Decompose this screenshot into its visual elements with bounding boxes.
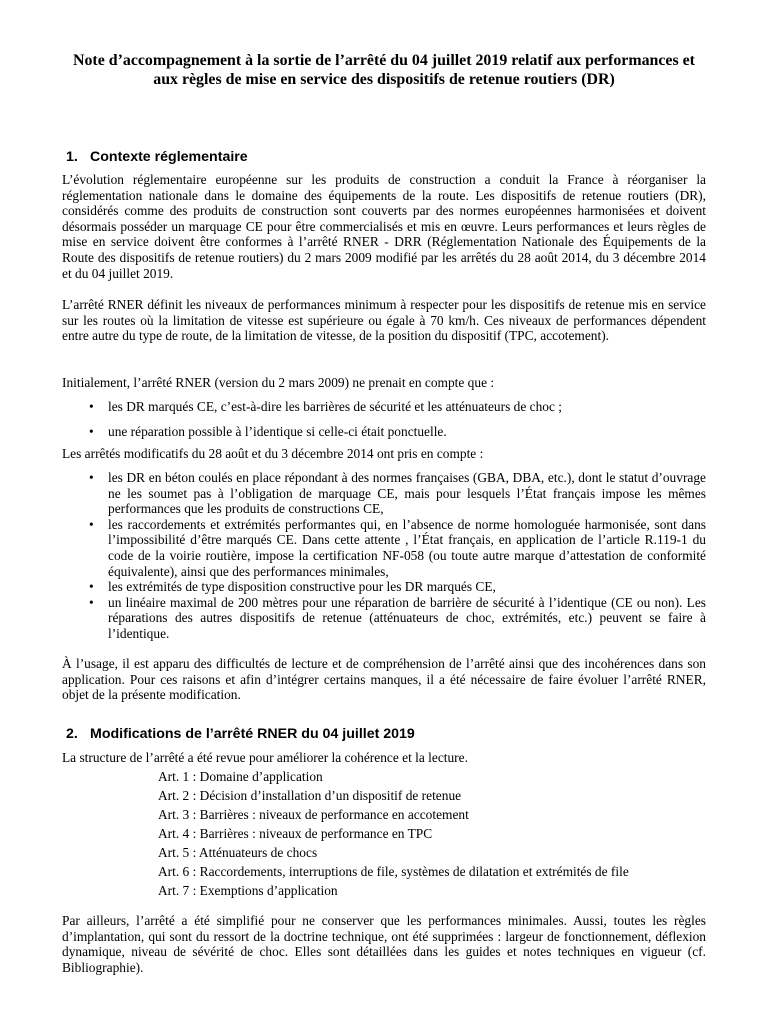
article-item: Art. 1 : Domaine d’application: [158, 769, 323, 784]
list-initial-scope: [62, 399, 706, 439]
section-1-paragraph-3: Initialement, l’arrêté RNER (version du 2 mars 2009) ne prenait en compte que :: [62, 375, 495, 390]
section-2-number: 2.: [66, 726, 78, 742]
section-2-paragraph-2: Par ailleurs, l’arrêté a été simplifié pour ne conserver que les performances minimales. Aussi, toutes les règles d’implantation, qui sont du ressort de la doctrine technique, ont été supprimées : largeur de fonctionnement, déflexion dynamique, niveau de sévérité de choc. Elles sont détaillées dans les guides et notes techniques en vigueur (cf. Bibliographie).: [62, 913, 706, 975]
list-item: • les extrémités de type disposition constructive pour les DR marqués CE,: [89, 579, 496, 595]
article-item: Art. 5 : Atténuateurs de chocs: [158, 845, 318, 860]
bullet-icon: •: [89, 399, 94, 414]
section-1-paragraph-5: À l’usage, il est apparu des difficultés de lecture et de compréhension de l’arrêté ainsi que des incohérences dans son application. Pour ces raisons et afin d’intégrer certains manques, il a été nécessaire de faire évoluer l’arrêté RNER, objet de la présente modification.: [62, 656, 706, 703]
article-item: Art. 7 : Exemptions d’application: [158, 883, 338, 898]
list-item: • une réparation possible à l’identique si celle-ci était ponctuelle.: [89, 423, 447, 439]
list-2014-additions: [62, 470, 706, 642]
section-1-heading: [66, 149, 248, 166]
bullet-icon: •: [89, 516, 94, 532]
section-1-paragraph-2: L’arrêté RNER définit les niveaux de performances minimum à respecter pour les dispositifs de retenue mis en service sur les routes où la limitation de vitesse est supérieure ou égale à 70 km/h. Ces niveaux de performances dépendent entre autre du type de route, de la limitation de vitesse, de la position du dispositif (TPC, accotement).: [62, 297, 706, 344]
bullet-icon: •: [89, 594, 94, 610]
list-item: • les raccordements et extrémités performantes qui, en l’absence de norme homologuée harmonisée, sont dans l’impossibilité d’être marqués CE. Dans cette attente , l’État français, en application de l’article R.119-1 du code de la voirie routière, impose la certification NF-058 (ou toute autre marque d’attestation de conformité équivalente), ainsi que des performances minimales,: [89, 516, 706, 579]
article-list: [158, 769, 718, 902]
section-2-heading: [66, 726, 415, 743]
article-item: Art. 6 : Raccordements, interruptions de file, systèmes de dilatation et extrémités de file: [158, 864, 629, 879]
section-1-paragraph-1: L’évolution réglementaire européenne sur les produits de construction a conduit la France à réorganiser la réglementation nationale dans le domaine des équipements de la route. Les dispositifs de retenue routiers (DR), considérés comme des produits de construction sont couverts par des normes européennes harmonisées et doivent désormais posséder un marquage CE pour être commercialisés et mis en œuvre. Leurs performances et leurs règles de mise en service doivent être conformes à l’arrêté RNER - DRR (Réglementation Nationale des Équipements de la Route des dispositifs de retenue routiers) du 2 mars 2009 modifié par les arrêtés du 28 août 2014, du 3 décembre 2014 et du 04 juillet 2019.: [62, 172, 706, 281]
document-title: Note d’accompagnement à la sortie de l’arrêté du 04 juillet 2019 relatif aux performances et aux règles de mise en service des dispositifs de retenue routiers (DR): [73, 52, 695, 89]
list-item: • les DR marqués CE, c’est-à-dire les barrières de sécurité et les atténuateurs de choc ;: [89, 399, 562, 414]
bullet-icon: •: [89, 579, 94, 595]
article-item: Art. 2 : Décision d’installation d’un dispositif de retenue: [158, 788, 462, 803]
section-1-paragraph-4: Les arrêtés modificatifs du 28 août et du 3 décembre 2014 ont pris en compte :: [62, 446, 484, 461]
bullet-icon: •: [89, 423, 94, 439]
section-1-number: 1.: [66, 149, 78, 165]
article-item: Art. 4 : Barrières : niveaux de performance en TPC: [158, 826, 433, 841]
section-2-title: Modifications de l’arrêté RNER du 04 juillet 2019: [90, 726, 415, 742]
section-1-title: Contexte réglementaire: [90, 149, 248, 165]
list-item: • un linéaire maximal de 200 mètres pour une réparation de barrière de sécurité à l’identique (CE ou non). Les réparations des autres dispositifs de retenue (atténuateurs de choc, extrémités, etc.) peuvent se faire à l’identique.: [89, 594, 706, 641]
article-item: Art. 3 : Barrières : niveaux de performance en accotement: [158, 807, 469, 822]
section-2-paragraph-1: La structure de l’arrêté a été revue pour améliorer la cohérence et la lecture.: [62, 750, 468, 765]
list-item: • les DR en béton coulés en place répondant à des normes françaises (GBA, DBA, etc.), dont le statut d’ouvrage ne les soumet pas à l’obligation de marquage CE, mais pour lesquels l’État français impose les mêmes performances que les produits de constructions CE,: [89, 470, 706, 517]
bullet-icon: •: [89, 470, 94, 485]
